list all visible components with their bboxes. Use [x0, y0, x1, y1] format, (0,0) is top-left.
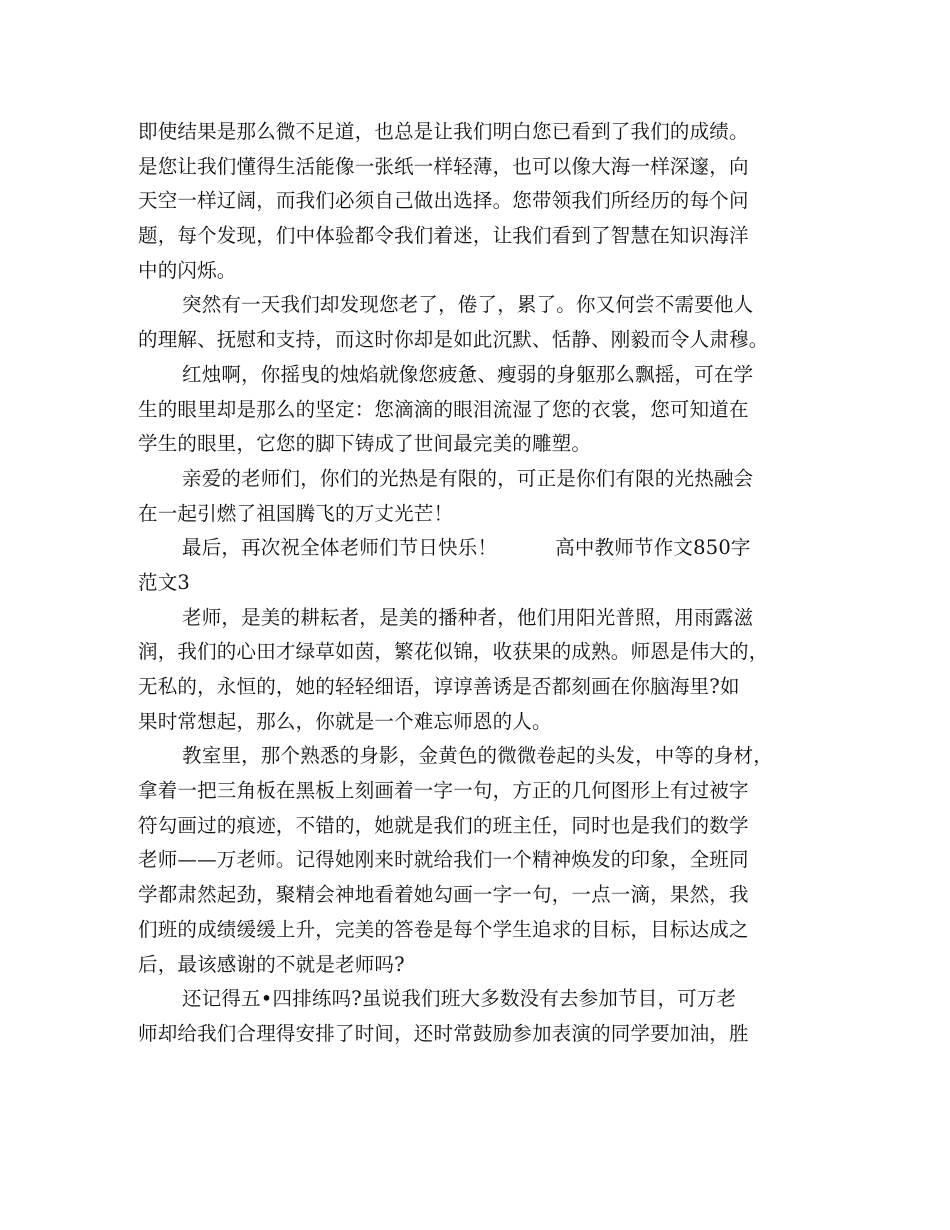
text-line: 润，我们的心田才绿草如茵，繁花似锦，收获果的成熟。师恩是伟大的，	[138, 640, 769, 664]
text-line: 果时常想起，那么，你就是一个难忘师恩的人。	[138, 709, 552, 733]
text-line: 师却给我们合理得安排了时间，还时常鼓励参加表演的同学要加油，胜	[138, 1021, 749, 1045]
paragraph-first-line: 老师，是美的耕耘者，是美的播种者，他们用阳光普照，用雨露滋	[182, 605, 754, 629]
text-line: 老师——万老师。记得她刚来时就给我们一个精神焕发的印象，全班同	[138, 848, 749, 872]
text-line: 是您让我们懂得生活能像一张纸一样轻薄，也可以像大海一样深邃，向	[138, 154, 749, 178]
text-line: 在一起引燃了祖国腾飞的万丈光芒！	[138, 501, 454, 525]
text-line: 学生的眼里，它您的脚下铸成了世间最完美的雕塑。	[138, 432, 592, 456]
text-line: 符勾画过的痕迹，不错的，她就是我们的班主任，同时也是我们的数学	[138, 813, 749, 837]
text-line: 无私的，永恒的，她的轻轻细语，谆谆善诱是否都刻画在你脑海里?如	[138, 675, 740, 698]
text-line: 的理解、抚慰和支持，而这时你却是如此沉默、恬静、刚毅而令人肃穆。	[138, 328, 769, 352]
text-line: 们班的成绩缓缓上升，完美的答卷是每个学生追求的目标，目标达成之	[138, 917, 749, 941]
text-line: 生的眼里却是那么的坚定：您滴滴的眼泪流湿了您的衣裳，您可知道在	[138, 397, 749, 421]
text-line: 拿着一把三角板在黑板上刻画着一字一句，方正的几何图形上有过被字	[138, 779, 749, 803]
text-line: 后，最该感谢的不就是老师吗?	[138, 952, 405, 976]
document-body	[138, 115, 818, 1052]
text-line: 学都肃然起劲，聚精会神地看着她勾画一字一句，一点一滴，果然，我	[138, 883, 749, 907]
paragraph-first-line: 突然有一天我们却发现您老了，倦了，累了。你又何尝不需要他人	[182, 293, 754, 317]
section-heading-continued: 范文3	[138, 570, 191, 594]
closing-line	[138, 531, 818, 566]
text-line: 天空一样辽阔，而我们必须自己做出选择。您带领我们所经历的每个问	[138, 189, 749, 213]
paragraph-first-line: 亲爱的老师们，你们的光热是有限的，可正是你们有限的光热融会	[182, 466, 754, 490]
text-line: 中的闪烁。	[138, 258, 237, 282]
paragraph-first-line: 红烛啊，你摇曳的烛焰就像您疲惫、瘦弱的身躯那么飘摇，可在学	[182, 362, 754, 386]
closing-text: 最后，再次祝全体老师们节日快乐！	[182, 536, 498, 560]
text-line: 题，每个发现，们中体验都令我们着迷，让我们看到了智慧在知识海洋	[138, 224, 749, 248]
section-heading: 高中教师节作文850字	[555, 536, 751, 560]
paragraph-first-line: 教室里，那个熟悉的身影，金黄色的微微卷起的头发，中等的身材，	[182, 744, 774, 768]
paragraph-first-line: 还记得五•四排练吗?虽说我们班大多数没有去参加节目，可万老	[182, 987, 737, 1011]
text-line: 即使结果是那么微不足道，也总是让我们明白您已看到了我们的成绩。	[138, 120, 749, 143]
